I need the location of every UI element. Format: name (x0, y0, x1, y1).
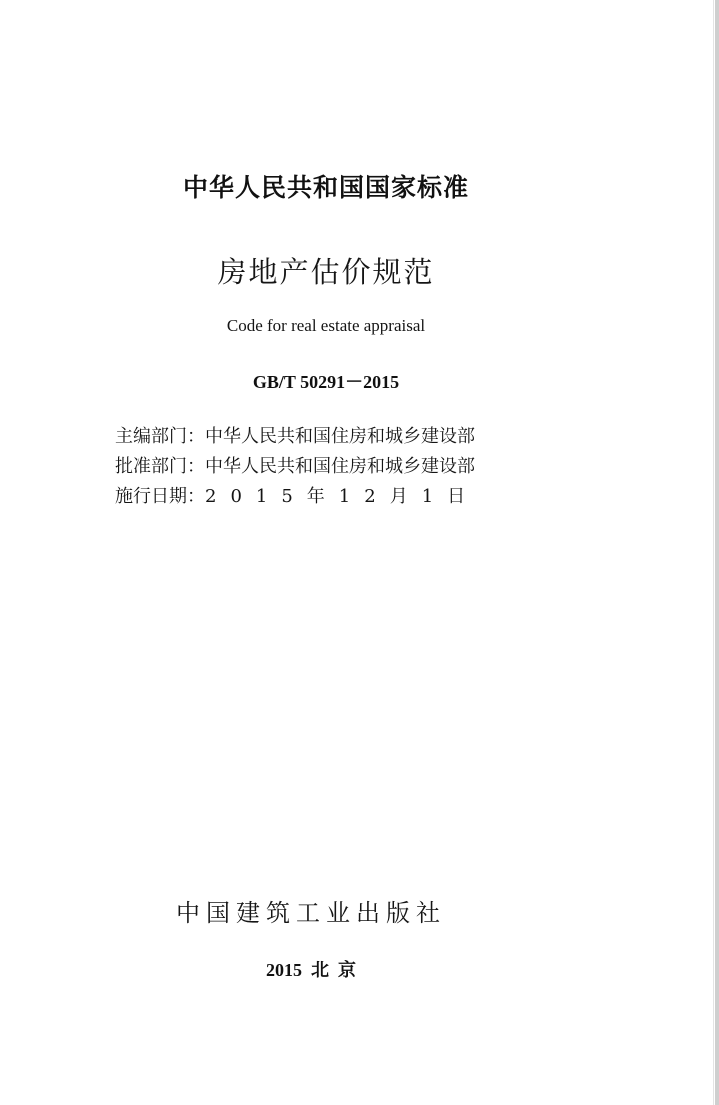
effective-date-row (115, 482, 479, 512)
approver-value: 中华人民共和国住房和城乡建设部 (205, 456, 475, 477)
document-title-chinese: 房地产估价规范 (217, 255, 435, 289)
approver-label: 批准部门： (115, 456, 205, 477)
scan-page-edge-line (713, 0, 714, 1105)
standard-type-heading: 中华人民共和国国家标准 (182, 173, 469, 202)
publication-place-year: 2015 北 京 (266, 960, 356, 980)
editor-label: 主编部门： (115, 426, 205, 447)
editor-row (115, 422, 479, 452)
approver-row (115, 452, 479, 482)
publication-info (115, 422, 479, 512)
effective-date-value: 2015年12月1日 (205, 486, 480, 507)
scan-page-edge (715, 0, 719, 1105)
effective-date-label: 施行日期： (115, 486, 205, 507)
document-title-english: Code for real estate appraisal (226, 316, 426, 335)
publisher-name: 中国建筑工业出版社 (176, 899, 446, 927)
standard-code: GB/T 50291－2015 (252, 372, 400, 392)
editor-value: 中华人民共和国住房和城乡建设部 (205, 426, 475, 447)
